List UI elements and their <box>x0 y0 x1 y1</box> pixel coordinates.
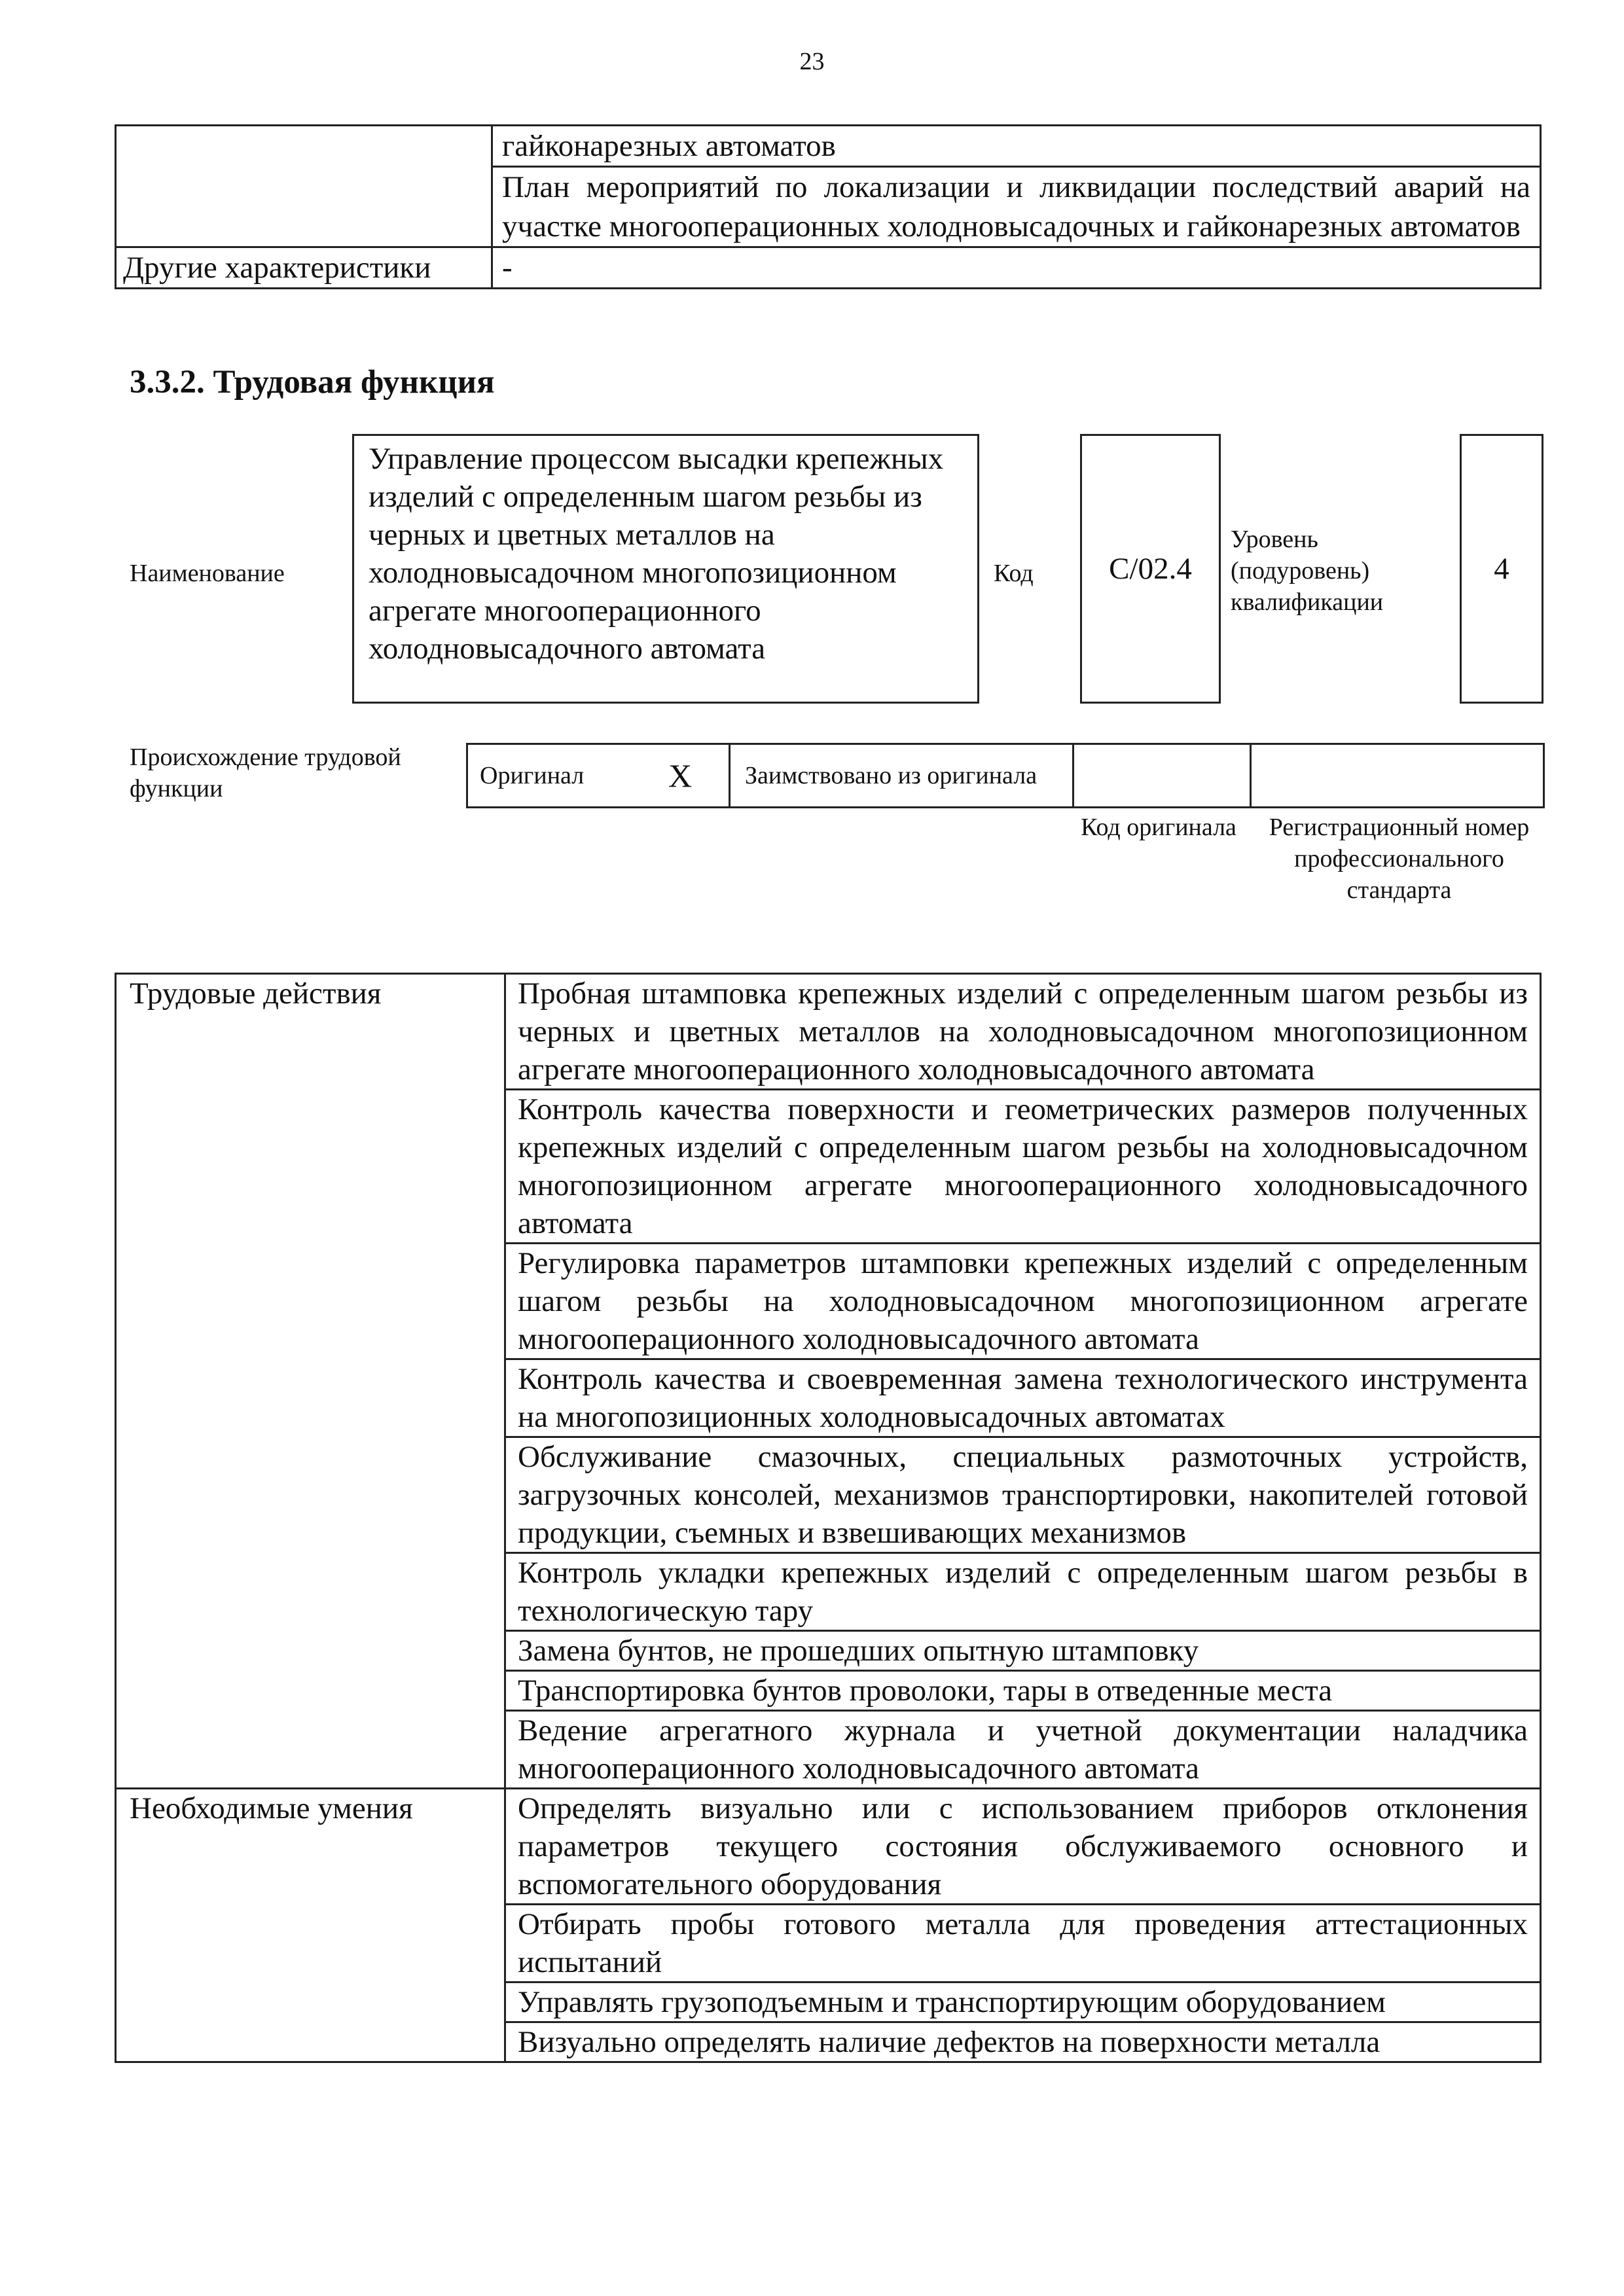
skill-item: Отбирать пробы готового металла для проведения аттестационных испытаний <box>505 1905 1541 1982</box>
section-title: 3.3.2. Трудовая функция <box>130 364 495 401</box>
origin-label: Происхождение трудовой функции <box>130 744 401 802</box>
original-label: Оригинал <box>467 744 632 808</box>
function-code-value: С/02.4 <box>1109 552 1192 586</box>
borrowed-label: Заимствовано из оригинала <box>730 744 1074 808</box>
table-row <box>116 1789 1541 1905</box>
skill-item: Визуально определять наличие дефектов на поверхности металла <box>505 2022 1541 2062</box>
skills-label: Необходимые умения <box>116 1789 505 2062</box>
labor-action-item: Замена бунтов, не прошедших опытную штамповку <box>505 1631 1541 1671</box>
labor-actions-label: Трудовые действия <box>116 974 505 1789</box>
continuation-table <box>115 124 1542 289</box>
reg-number-cell <box>1251 744 1544 808</box>
labor-action-item: Контроль качества поверхности и геометрических размеров полученных крепежных изделий с определенным шагом резьбы на холодновысадочном многопозиционном агрегате многооперационного холодновысадочного автомата <box>505 1090 1541 1244</box>
main-table <box>115 973 1542 2063</box>
labor-action-item: Контроль качества и своевременная замена технологического инструмента на многопозиционных холодновысадочных автоматах <box>505 1359 1541 1437</box>
skill-item: Определять визуально или с использованием приборов отклонения параметров текущего состояния обслуживаемого основного и вспомогательного оборудования <box>505 1789 1541 1905</box>
labor-action-item: Регулировка параметров штамповки крепежных изделий с определенным шагом резьбы на холодновысадочном многопозиционном агрегате многооперационного холодновысадочного автомата <box>505 1244 1541 1359</box>
table-row <box>116 126 1541 167</box>
labor-action-item: Ведение агрегатного журнала и учетной документации наладчика многооперационного холодновысадочного автомата <box>505 1711 1541 1789</box>
code-original-caption: Код оригинала <box>1081 814 1236 841</box>
table-row <box>116 974 1541 1090</box>
function-name-box <box>352 434 979 704</box>
empty-label-cell <box>116 126 492 247</box>
reg-number-caption: Регистрационный номер профессионального стандарта <box>1269 814 1530 904</box>
code-original-cell <box>1074 744 1251 808</box>
function-level-value: 4 <box>1494 552 1509 586</box>
page-number: 23 <box>799 48 825 75</box>
table-row <box>116 247 1541 289</box>
code-label: Код <box>994 560 1034 587</box>
table-cell: План мероприятий по локализации и ликвидации последствий аварий на участке многооперационных холодновысадочных и гайконарезных автоматов <box>492 167 1541 247</box>
skill-item: Управлять грузоподъемным и транспортирующим оборудованием <box>505 1982 1541 2022</box>
labor-action-item: Транспортировка бунтов проволоки, тары в отведенные места <box>505 1671 1541 1711</box>
labor-action-item: Пробная штамповка крепежных изделий с определенным шагом резьбы из черных и цветных металлов на холодновысадочном многопозиционном агрегате многооперационного холодновысадочного автомата <box>505 974 1541 1090</box>
labor-action-item: Обслуживание смазочных, специальных размоточных устройств, загрузочных консолей, механизмов транспортировки, накопителей готовой продукции, съемных и взвешивающих механизмов <box>505 1437 1541 1553</box>
level-label: Уровень (подуровень) квалификации <box>1231 526 1384 616</box>
function-code-box <box>1080 434 1221 704</box>
table-row <box>467 744 1544 808</box>
original-mark: X <box>632 744 730 808</box>
function-name-value: Управление процессом высадки крепежных изделий с определенным шагом резьбы из черных и цветных металлов на холодновысадочном многопозиционном агрегате многооперационного холодновысадочного автомата <box>369 442 944 666</box>
table-cell: гайконарезных автоматов <box>492 126 1541 167</box>
function-level-box <box>1460 434 1543 704</box>
other-characteristics-label: Другие характеристики <box>116 247 492 289</box>
labor-action-item: Контроль укладки крепежных изделий с определенным шагом резьбы в технологическую тару <box>505 1553 1541 1631</box>
other-characteristics-value: - <box>492 247 1541 289</box>
origin-table <box>466 743 1545 808</box>
name-label: Наименование <box>130 560 285 587</box>
